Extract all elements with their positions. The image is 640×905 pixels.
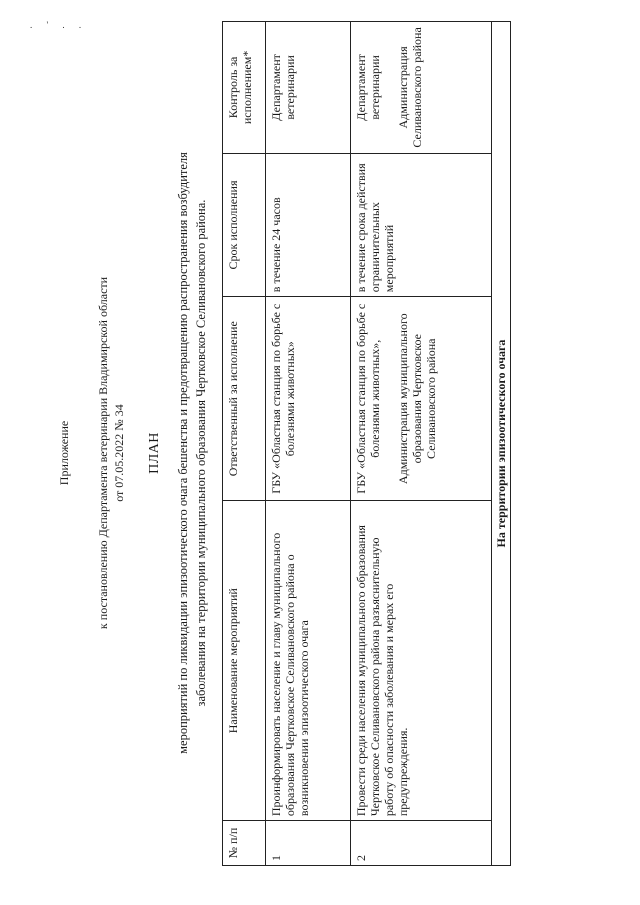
row-responsible [266,297,351,501]
appendix-decree: к постановлению Департамента ветеринарии Владимирской области [96,276,110,630]
scan-marks: . ' . . [30,20,88,30]
row-control [266,22,351,154]
row-responsible-b: Администрация муниципального образования Чертковское Селивановского района [396,313,438,485]
row-no: 1 [266,821,351,866]
row-name: Провести среди населения муниципального образования Чертковское Селивановского района разъяснительную работу об опасности заболевания и мерах его предупреждения. [351,501,492,821]
section-row [492,22,511,866]
header-name: Наименование мероприятий [223,501,266,821]
row-control-a: Департамент ветеринарии [269,54,297,121]
plan-title: ПЛАН [147,432,162,474]
row-responsible-a: ГБУ «Областная станция по борьбе с болезнями животных» [269,303,297,494]
header-no: № п/п [223,821,266,866]
header-control: Контроль за исполнением* [223,22,266,154]
appendix-title: Приложение [57,420,71,486]
section-title: На территории эпизоотического очага [492,22,511,866]
plan-subtitle-line1: мероприятий по ликвидации эпизоотического очага бешенства и предотвращению распространения возбудителя [176,152,190,754]
row-control-a: Департамент ветеринарии [354,54,382,121]
row-term: в течение срока действия ограничительных мероприятий [351,153,492,296]
row-responsible [351,297,492,501]
appendix-date: от 07.05.2022 № 34 [112,404,126,502]
plan-table [222,21,511,866]
rotated-page [12,18,632,888]
row-no: 2 [351,821,492,866]
header-responsible: Ответственный за исполнение [223,297,266,501]
row-name: Проинформировать население и главу муниципального образования Чертковское Селивановского района о возникновении эпизоотического очага [266,501,351,821]
plan-subtitle-line2: заболевания на территории муниципального образования Чертковское Селивановского района. [194,199,208,707]
table-row [351,22,492,866]
row-control [351,22,492,154]
row-responsible-a: ГБУ «Областная станция по борьбе с болезнями животных», [354,303,382,494]
row-term: в течение 24 часов [266,153,351,296]
header-term: Срок исполнения [223,153,266,296]
table-header-row [223,22,266,866]
table-row [266,22,351,866]
row-control-b: Администрация Селивановского района [396,27,424,148]
